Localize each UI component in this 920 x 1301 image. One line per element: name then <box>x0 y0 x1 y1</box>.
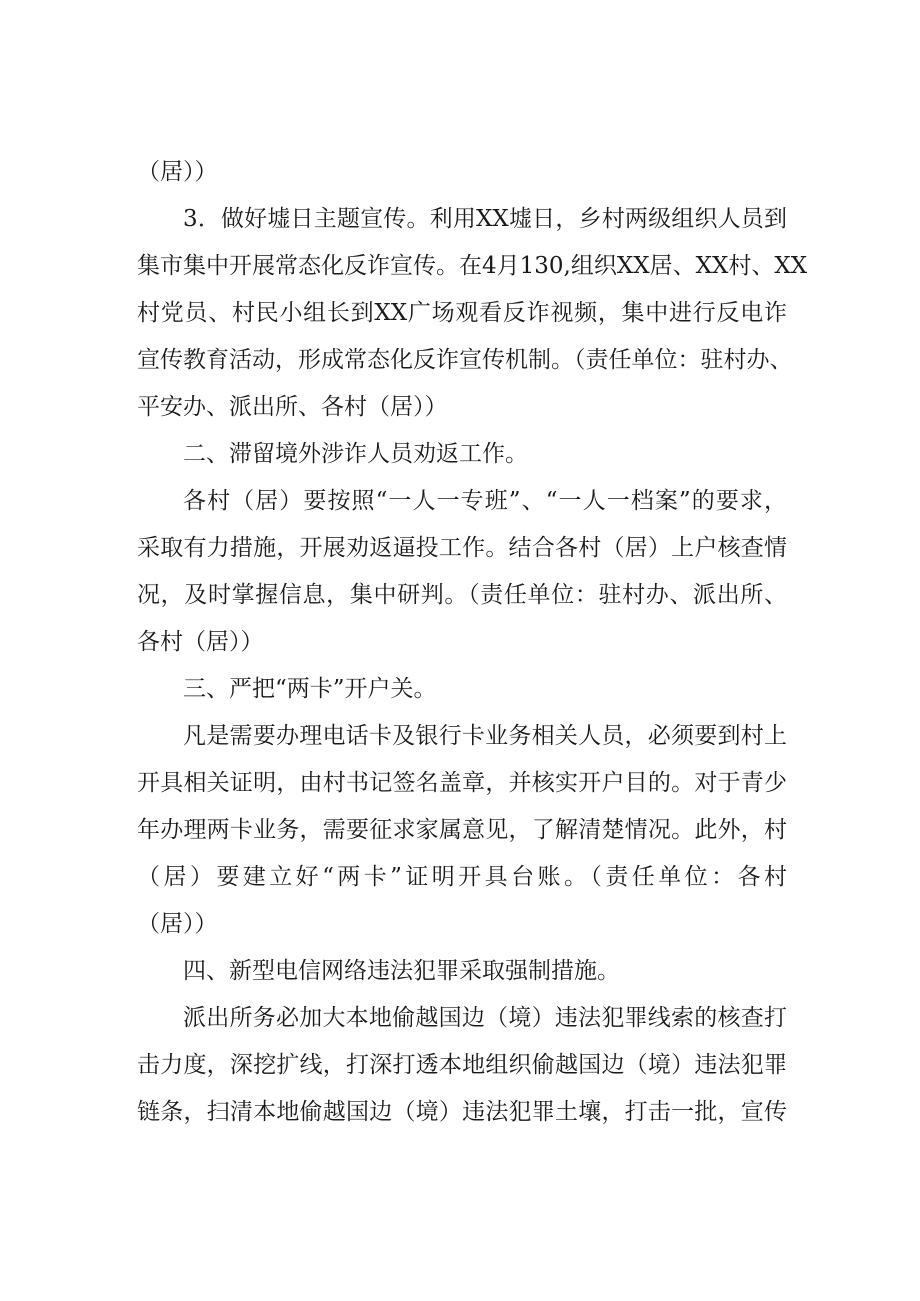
text-line: 开具相关证明，由村书记签名盖章，并核实开户目的。对于青少 <box>137 770 787 796</box>
text-line: 宣传教育活动，形成常态化反诈宣传机制。（责任单位：驻村办、 <box>137 347 793 373</box>
text-line: 年办理两卡业务，需要征求家属意见，了解清楚情况。此外，村 <box>137 817 787 843</box>
section-heading: 四、新型电信网络违法犯罪采取强制措施。 <box>183 958 620 984</box>
text-line: 3．做好墟日主题宣传。利用XX墟日，乡村两级组织人员到 <box>183 206 787 232</box>
section-heading: 三、严把“两卡”开户关。 <box>183 676 437 702</box>
text-line: 村党员、村民小组长到XX广场观看反诈视频，集中进行反电诈 <box>137 300 787 326</box>
text-line: 各村（居）要按照“一人一专班”、“一人一档案”的要求， <box>183 488 787 514</box>
text-line: （居）） <box>137 159 218 185</box>
section-heading: 二、滞留境外涉诈人员劝返工作。 <box>183 441 528 467</box>
text-line: 击力度，深挖扩线，打深打透本地组织偷越国边（境）违法犯罪 <box>137 1052 787 1078</box>
text-line: （居）要建立好“两卡”证明开具台账。（责任单位：各村 <box>137 864 787 890</box>
text-line: 凡是需要办理电话卡及银行卡业务相关人员，必须要到村上 <box>183 723 787 749</box>
text-line: 链条，扫清本地偷越国边（境）违法犯罪土壤，打击一批，宣传 <box>137 1099 787 1125</box>
text-line: 集市集中开展常态化反诈宣传。在4月130,组织XX居、XX村、XX <box>137 253 808 279</box>
text-line: 采取有力措施，开展劝返逼投工作。结合各村（居）上户核查情 <box>137 535 787 561</box>
text-line: 各村（居）） <box>137 629 264 655</box>
text-line: 派出所务必加大本地偷越国边（境）违法犯罪线索的核查打 <box>183 1005 787 1031</box>
text-line: （居）） <box>137 911 218 937</box>
text-line: 平安办、派出所、各村（居）） <box>137 394 448 420</box>
text-line: 况，及时掌握信息，集中研判。（责任单位：驻村办、派出所、 <box>137 582 787 608</box>
